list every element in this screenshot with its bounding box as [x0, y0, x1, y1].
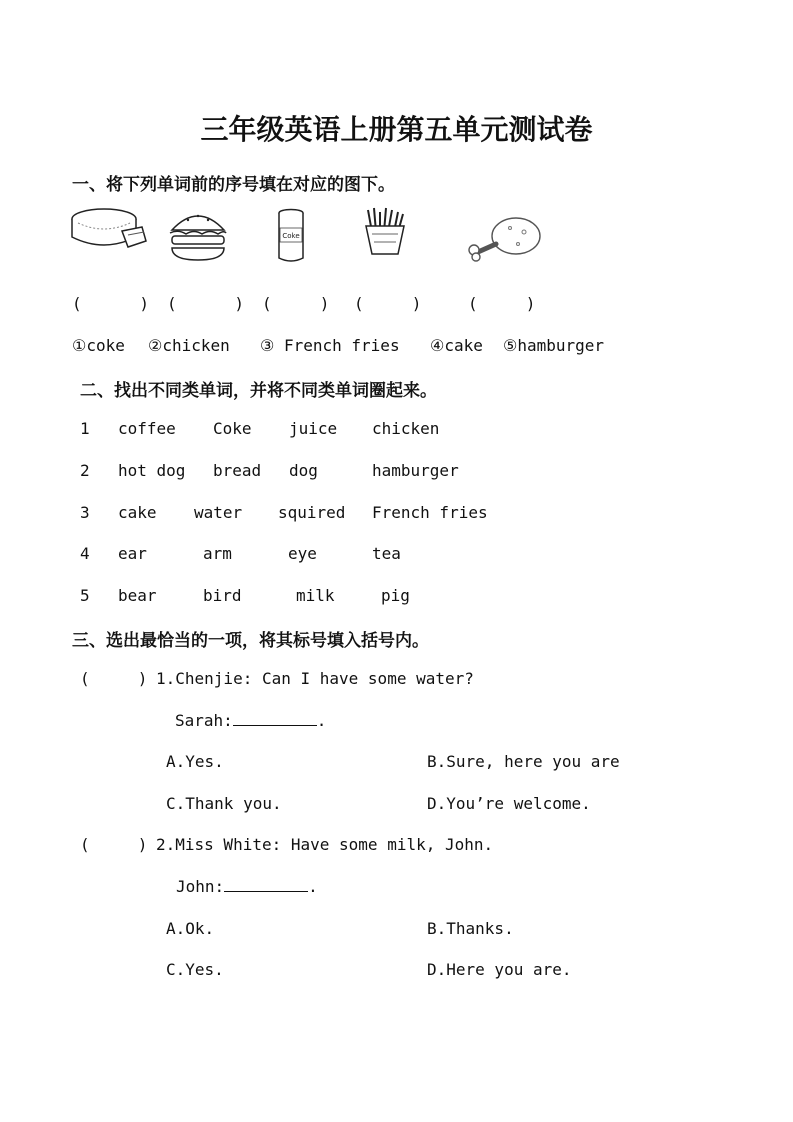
word-item[interactable]: Coke	[213, 419, 252, 438]
svg-text:Coke: Coke	[282, 232, 300, 240]
answer-end: .	[308, 877, 318, 896]
option-d[interactable]: D.You’re welcome.	[427, 794, 591, 813]
answer-blank[interactable]	[224, 877, 308, 892]
part2-heading: 二、找出不同类单词，并将不同类单词圈起来。	[80, 381, 437, 401]
word-item[interactable]: water	[194, 503, 243, 522]
answer-blank[interactable]	[233, 711, 317, 726]
word-item[interactable]: hamburger	[372, 461, 459, 480]
answer-prompt: Sarah:	[175, 711, 233, 730]
word-item[interactable]: French fries	[372, 503, 488, 522]
word-option-2: ②chicken	[148, 336, 230, 355]
word-option-1: ①coke	[72, 336, 125, 355]
word-item[interactable]: chicken	[372, 419, 440, 438]
row-number: 5	[80, 586, 90, 605]
row-number: 3	[80, 503, 90, 522]
option-c[interactable]: C.Yes.	[166, 960, 224, 979]
option-a[interactable]: A.Yes.	[166, 752, 224, 771]
word-option-5: ⑤hamburger	[503, 336, 605, 355]
word-item[interactable]: tea	[372, 544, 401, 563]
cake-icon	[70, 205, 150, 255]
answer-prompt: John:	[176, 877, 225, 896]
answer-bracket[interactable]: ( )	[80, 835, 148, 854]
word-option-3: ③ French fries	[260, 336, 400, 355]
part3-heading: 三、选出最恰当的一项，将其标号填入括号内。	[72, 631, 429, 651]
question-text: 2.Miss White: Have some milk, John.	[156, 835, 494, 854]
answer-end: .	[316, 711, 327, 730]
word-item[interactable]: ear	[118, 544, 147, 563]
hamburger-icon	[168, 208, 228, 263]
word-item[interactable]: bear	[118, 586, 157, 605]
coke-can-icon	[276, 208, 306, 264]
option-b[interactable]: B.Thanks.	[427, 919, 514, 938]
word-item[interactable]: milk	[296, 586, 335, 605]
answer-bracket[interactable]: ( )	[80, 669, 148, 688]
row-number: 4	[80, 544, 90, 563]
word-item[interactable]: eye	[288, 544, 317, 563]
answer-line	[176, 877, 318, 896]
question-text: 1.Chenjie: Can I have some water?	[156, 669, 474, 688]
answer-line	[175, 711, 326, 730]
option-c[interactable]: C.Thank you.	[166, 794, 282, 813]
word-item[interactable]: juice	[289, 419, 338, 438]
option-a[interactable]: A.Ok.	[166, 919, 215, 938]
option-b[interactable]: B.Sure, here you are	[427, 752, 620, 771]
french-fries-icon	[360, 206, 410, 256]
bracket-3[interactable]: ( )	[262, 294, 330, 313]
bracket-2[interactable]: ( )	[167, 294, 245, 313]
bracket-5[interactable]: ( )	[468, 294, 536, 313]
word-item[interactable]: pig	[381, 586, 410, 605]
bracket-4[interactable]: ( )	[354, 294, 422, 313]
word-item[interactable]: coffee	[118, 419, 176, 438]
word-option-4: ④cake	[430, 336, 483, 355]
chicken-leg-icon	[466, 214, 546, 262]
word-item[interactable]: arm	[203, 544, 232, 563]
word-item[interactable]: dog	[289, 461, 318, 480]
row-number: 1	[80, 419, 90, 438]
part1-heading: 一、将下列单词前的序号填在对应的图下。	[72, 175, 395, 195]
word-item[interactable]: hot dog	[118, 461, 186, 480]
bracket-1[interactable]: ( )	[72, 294, 150, 313]
word-item[interactable]: squired	[278, 503, 346, 522]
word-item[interactable]: bread	[213, 461, 262, 480]
word-item[interactable]: cake	[118, 503, 157, 522]
word-item[interactable]: bird	[203, 586, 242, 605]
page-title: 三年级英语上册第五单元测试卷	[200, 113, 593, 146]
row-number: 2	[80, 461, 90, 480]
option-d[interactable]: D.Here you are.	[427, 960, 572, 979]
